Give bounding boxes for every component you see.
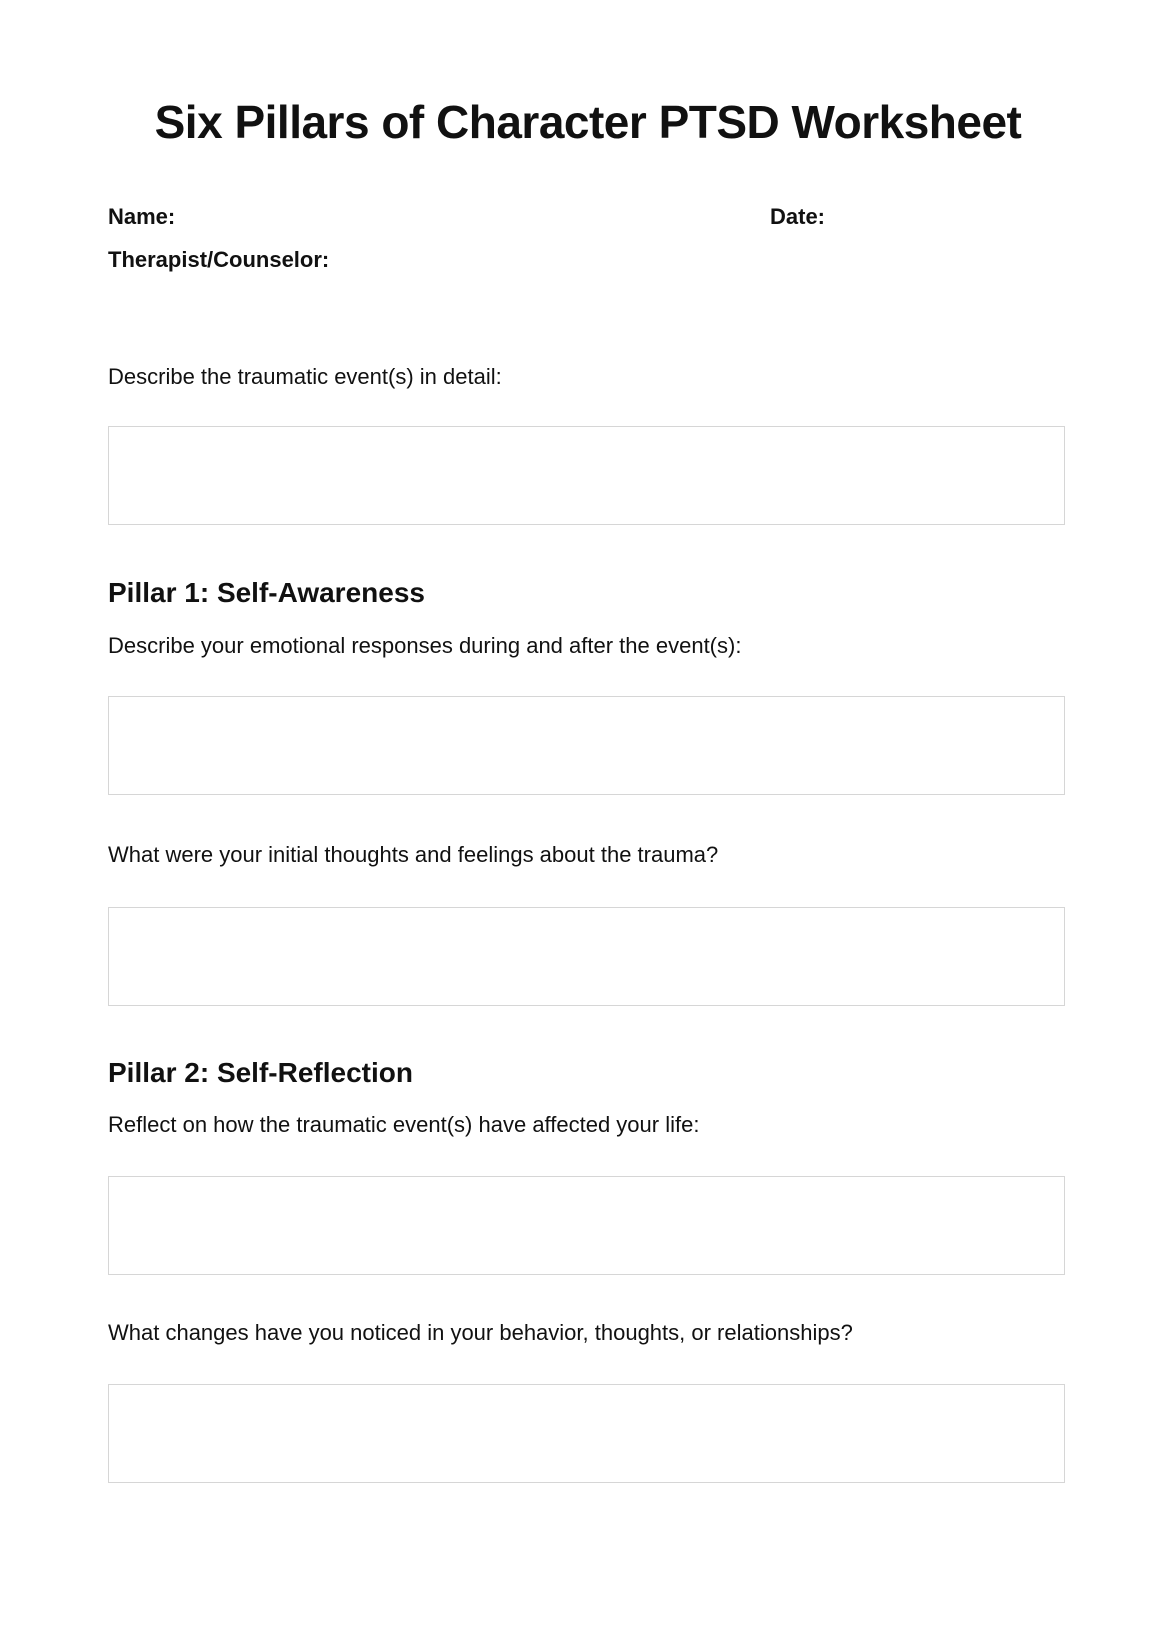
therapist-counselor-input[interactable] [340, 241, 1064, 273]
life-impact-prompt: Reflect on how the traumatic event(s) have affected your life: [108, 1112, 700, 1137]
initial-thoughts-textbox[interactable] [108, 907, 1065, 1006]
behavior-changes-textbox[interactable] [108, 1384, 1065, 1483]
date-label: Date: [770, 204, 826, 229]
trauma-description-prompt: Describe the traumatic event(s) in detail: [108, 364, 502, 389]
pillar-2-heading: Pillar 2: Self-Reflection [108, 1057, 413, 1088]
emotional-responses-textbox[interactable] [108, 696, 1065, 795]
name-label: Name: [108, 204, 176, 229]
therapist-counselor-label: Therapist/Counselor: [108, 247, 330, 272]
page-title: Six Pillars of Character PTSD Worksheet [154, 96, 1022, 148]
trauma-description-textbox[interactable] [108, 426, 1065, 525]
behavior-changes-prompt: What changes have you noticed in your behavior, thoughts, or relationships? [108, 1320, 853, 1345]
name-input[interactable] [188, 198, 743, 230]
pillar-1-heading: Pillar 1: Self-Awareness [108, 577, 425, 608]
initial-thoughts-prompt: What were your initial thoughts and feelings about the trauma? [108, 842, 719, 867]
life-impact-textbox[interactable] [108, 1176, 1065, 1275]
emotional-responses-prompt: Describe your emotional responses during and after the event(s): [108, 633, 742, 658]
date-input[interactable] [836, 198, 1064, 230]
